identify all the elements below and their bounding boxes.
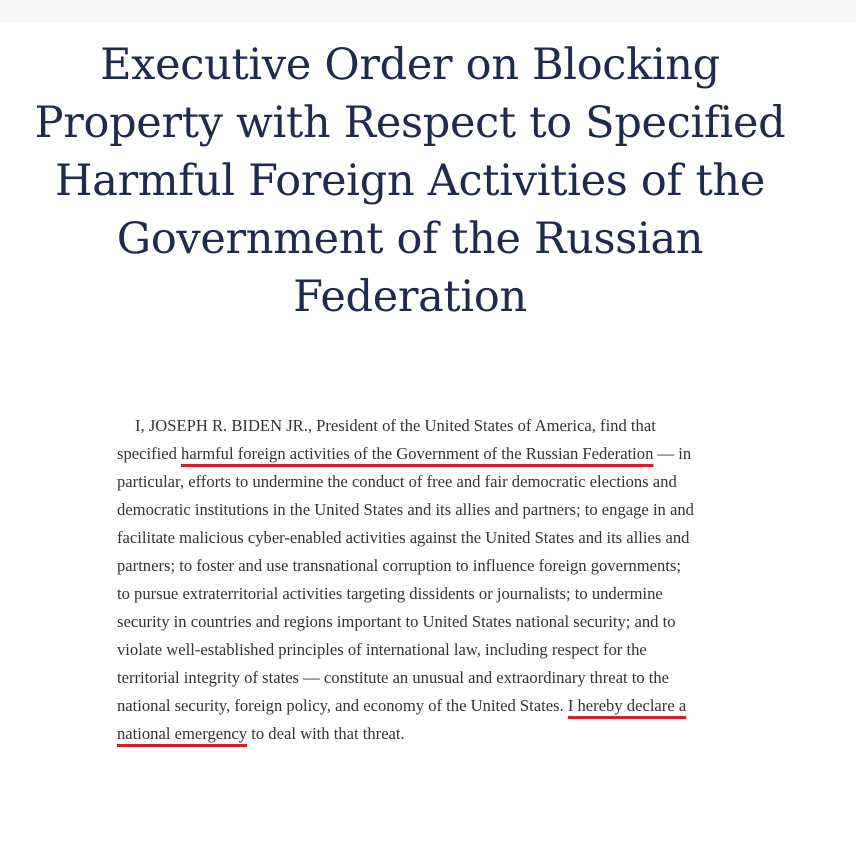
page-title: Executive Order on Blocking Property with Respect to Specified Harmful Foreign Activities of the Government of the Russian Federation <box>34 40 786 322</box>
paragraph-text-2: — in particular, efforts to undermine the conduct of free and fair democratic elections and democratic institutions in the United States and its allies and partners; to engage in and facilitate malicious cyber-enabled activities against the United States and its allies and partners; to foster and use transnational corruption to influence foreign governments; to pursue extraterritorial activities targeting dissidents or journalists; to undermine security in countries and regions important to United States national security; and to violate well-established principles of international law, including respect for the territorial integrity of states — constitute an unusual and extraordinary threat to the national security, foreign policy, and economy of the United States. <box>117 444 694 715</box>
order-paragraph <box>117 412 695 748</box>
paragraph-text-1: I, JOSEPH R. BIDEN JR., President of the United States of America, find that specified <box>117 416 656 463</box>
paragraph-text-3: to deal with that threat. <box>247 724 405 743</box>
highlighted-phrase-harmful-activities: harmful foreign activities of the Government of the Russian Federation <box>181 444 654 463</box>
top-band <box>0 0 856 22</box>
highlighted-phrase-national-emergency: I hereby declare a national emergency <box>117 696 687 743</box>
